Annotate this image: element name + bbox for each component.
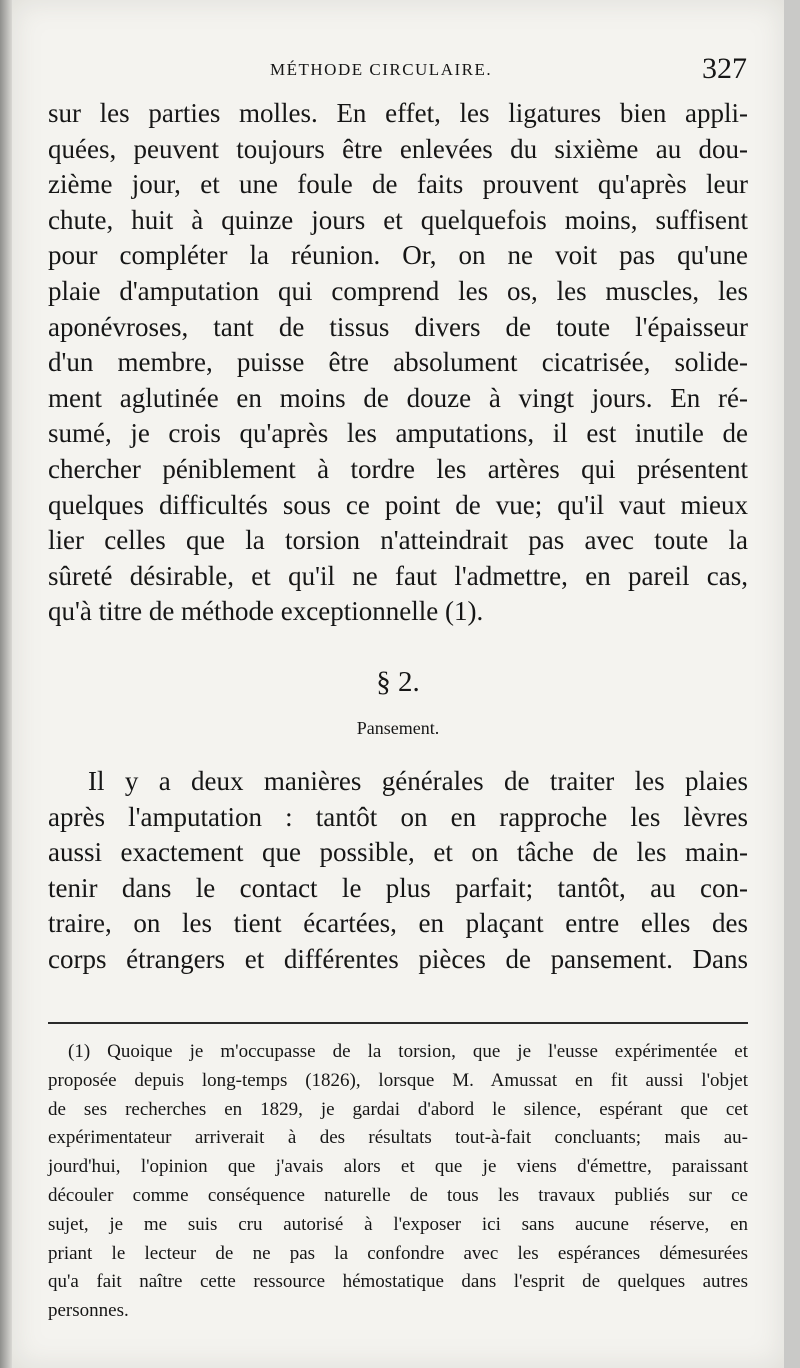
book-spine-shadow <box>0 0 12 1368</box>
text-line: plaie d'amputation qui comprend les os, les muscles, les <box>48 275 748 306</box>
section-number: § 2. <box>376 666 420 698</box>
footnote-line: (1) Quoique je m'occupasse de la torsion, que je l'eusse expérimentée et <box>68 1041 748 1062</box>
section-title: Pansement. <box>356 718 440 738</box>
footnote-line: découler comme conséquence naturelle de tous les travaux publiés sur ce <box>48 1184 748 1206</box>
text-line: aussi exactement que possible, et on tâche de les main- <box>48 837 748 868</box>
text-line: corps étrangers et différentes pièces de pansement. Dans <box>48 943 748 974</box>
footnote-line: expérimentateur arriverait à des résultats tout-à-fait concluants; mais au- <box>48 1127 748 1149</box>
text-line: quées, peuvent toujours être enlevées du sixième au dou- <box>48 133 748 164</box>
text-line: quelques difficultés sous ce point de vue; qu'il vaut mieux <box>48 489 748 520</box>
section-text-block <box>48 764 748 978</box>
text-line: ment aglutinée en moins de douze à vingt jours. En ré- <box>48 382 748 413</box>
text-line: sumé, je crois qu'après les amputations, il est inutile de <box>48 418 748 449</box>
text-line: aponévroses, tant de tissus divers de toute l'épaisseur <box>48 311 748 342</box>
text-line: sûreté désirable, et qu'il ne faut l'admettre, en pareil cas, <box>48 560 748 591</box>
footnote-line: sujet, je me suis cru autorisé à l'exposer ici sans aucune réserve, en <box>48 1213 748 1235</box>
text-line: lier celles que la torsion n'atteindrait pas avec toute la <box>48 525 748 556</box>
text-line: sur les parties molles. En effet, les ligatures bien appli- <box>48 98 748 128</box>
text-line: zième jour, et une foule de faits prouvent qu'après leur <box>48 169 748 200</box>
footnote-line-last: personnes. <box>48 1300 129 1322</box>
page-number: 327 <box>702 52 747 85</box>
text-line: traire, on les tient écartées, en plaçant entre elles des <box>48 908 748 939</box>
text-line-indented: Il y a deux manières générales de traiter les plaies <box>88 766 748 796</box>
text-line: chute, huit à quinze jours et quelquefois moins, suffisent <box>48 204 748 235</box>
text-line: pour compléter la réunion. Or, on ne voit pas qu'une <box>48 240 748 271</box>
footnote-divider <box>48 1022 748 1024</box>
running-title: MÉTHODE CIRCULAIRE. <box>270 60 493 79</box>
footnote-line: jourd'hui, l'opinion que j'avais alors et que je viens d'émettre, paraissant <box>48 1156 748 1178</box>
footnote-line: qu'a fait naître cette ressource hémostatique dans l'esprit de quelques autres <box>48 1271 748 1293</box>
main-text-block <box>48 96 748 630</box>
text-line: tenir dans le contact le plus parfait; tantôt, au con- <box>48 872 748 903</box>
footnote-line: de ses recherches en 1829, je gardai d'abord le silence, espérant que cet <box>48 1098 748 1120</box>
text-line: d'un membre, puisse être absolument cicatrisée, solide- <box>48 347 748 378</box>
text-line-last: qu'à titre de méthode exceptionnelle (1). <box>48 596 484 627</box>
text-line: chercher péniblement à tordre les artères qui présentent <box>48 453 748 484</box>
book-page <box>12 0 784 1368</box>
footnote-line: proposée depuis long-temps (1826), lorsque M. Amussat en fit aussi l'objet <box>48 1069 748 1091</box>
text-line: après l'amputation : tantôt on en rapproche les lèvres <box>48 801 748 832</box>
page-header <box>12 52 784 92</box>
footnote-block <box>48 1038 748 1326</box>
footnote-line: priant le lecteur de ne pas la confondre avec les espérances démesurées <box>48 1242 748 1264</box>
